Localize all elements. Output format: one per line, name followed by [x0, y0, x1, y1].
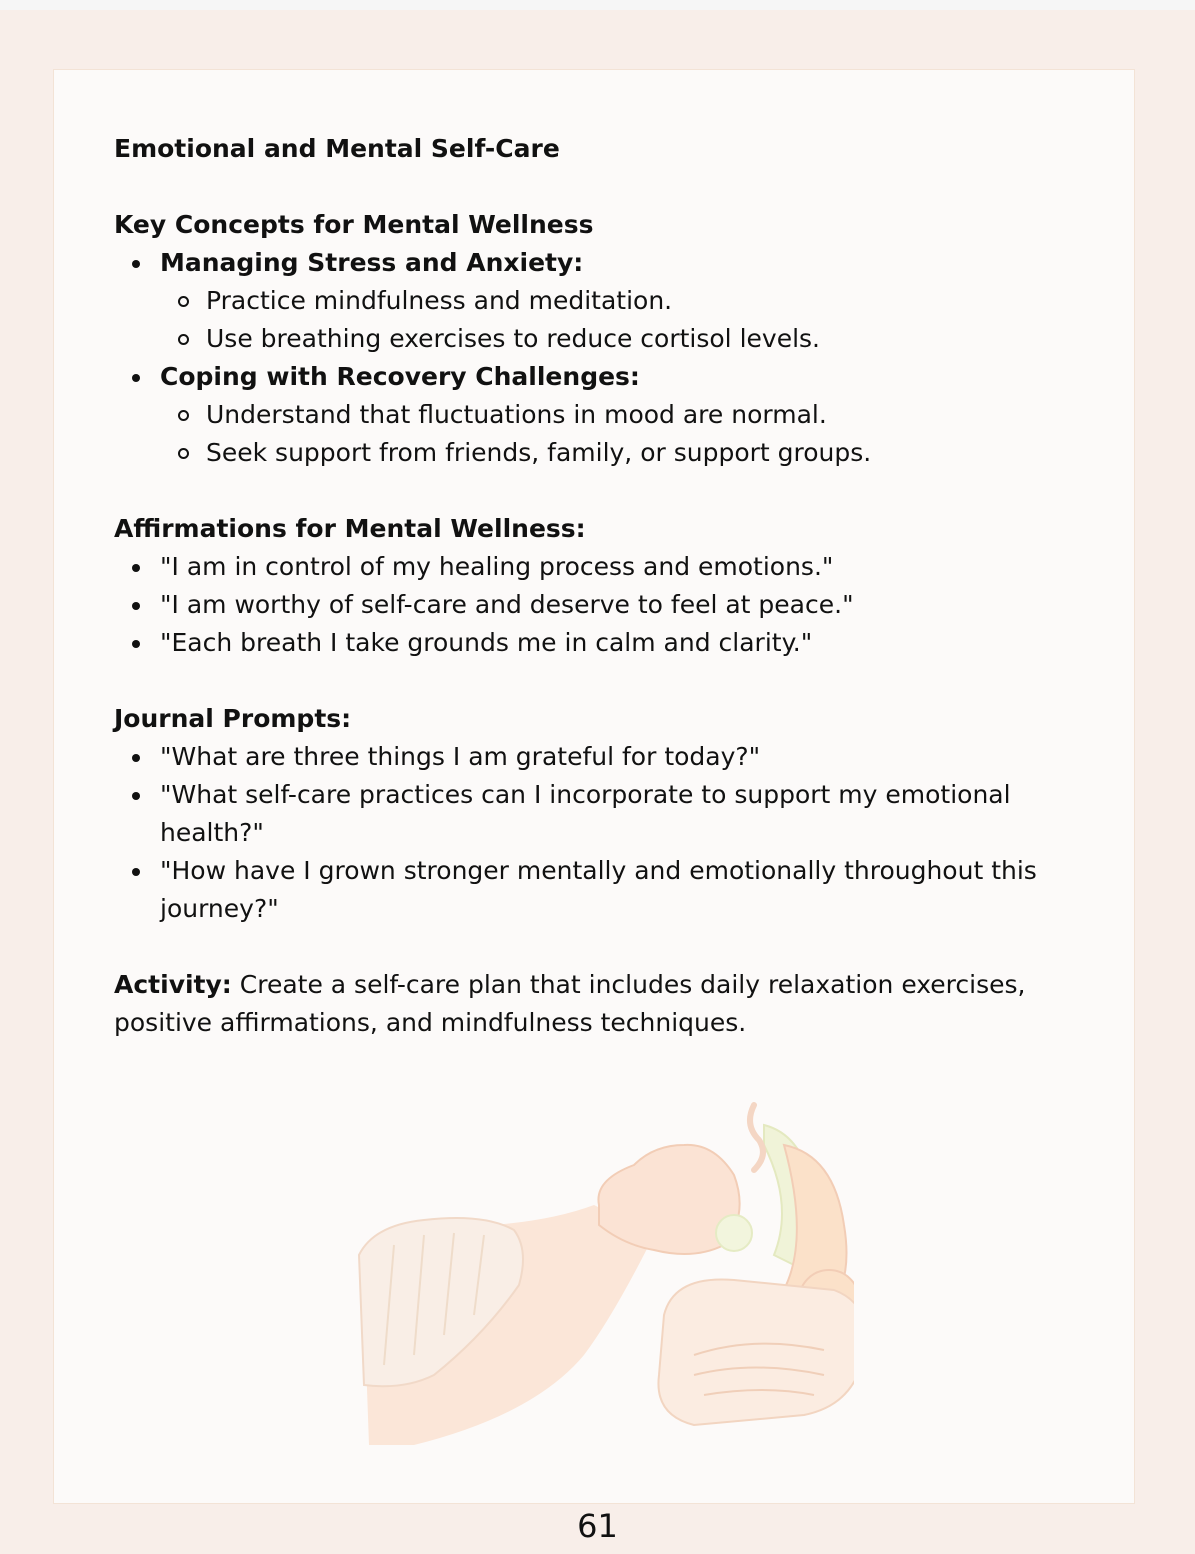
list-item: "I am in control of my healing process and emotions.": [160, 548, 1094, 586]
sub-list: [160, 396, 1094, 472]
concept-label: Coping with Recovery Challenges:: [160, 362, 640, 391]
list-item: Seek support from friends, family, or support groups.: [206, 434, 1094, 472]
affirmations-heading: Affirmations for Mental Wellness:: [114, 514, 586, 543]
sub-list: [160, 282, 1094, 358]
journal-heading: Journal Prompts:: [114, 704, 352, 733]
list-item: [160, 358, 1094, 472]
page-content: [114, 130, 1094, 1042]
list-item: "What self-care practices can I incorporate to support my emotional health?": [160, 776, 1094, 852]
page-number: 61: [577, 1507, 618, 1545]
activity-text: Create a self-care plan that includes daily relaxation exercises, positive affirmations, and mindfulness techniques.: [114, 970, 1026, 1037]
list-item: "Each breath I take grounds me in calm and clarity.": [160, 624, 1094, 662]
top-strip: [0, 0, 1195, 10]
list-item: "How have I grown stronger mentally and emotionally throughout this journey?": [160, 852, 1094, 928]
concept-label: Managing Stress and Anxiety:: [160, 248, 584, 277]
activity-paragraph: [114, 966, 1094, 1042]
list-item: Practice mindfulness and meditation.: [206, 282, 1094, 320]
page-title: Emotional and Mental Self-Care: [114, 134, 560, 163]
spa-relaxing-woman-icon: [354, 1085, 854, 1450]
activity-label: Activity:: [114, 970, 232, 999]
list-item: [160, 244, 1094, 358]
list-item: "What are three things I am grateful for today?": [160, 738, 1094, 776]
key-concepts-heading: Key Concepts for Mental Wellness: [114, 210, 594, 239]
journal-list: [114, 738, 1094, 928]
list-item: Use breathing exercises to reduce cortisol levels.: [206, 320, 1094, 358]
key-concepts-list: [114, 244, 1094, 472]
affirmations-list: [114, 548, 1094, 662]
list-item: Understand that fluctuations in mood are normal.: [206, 396, 1094, 434]
list-item: "I am worthy of self-care and deserve to feel at peace.": [160, 586, 1094, 624]
page-card: [53, 69, 1135, 1504]
